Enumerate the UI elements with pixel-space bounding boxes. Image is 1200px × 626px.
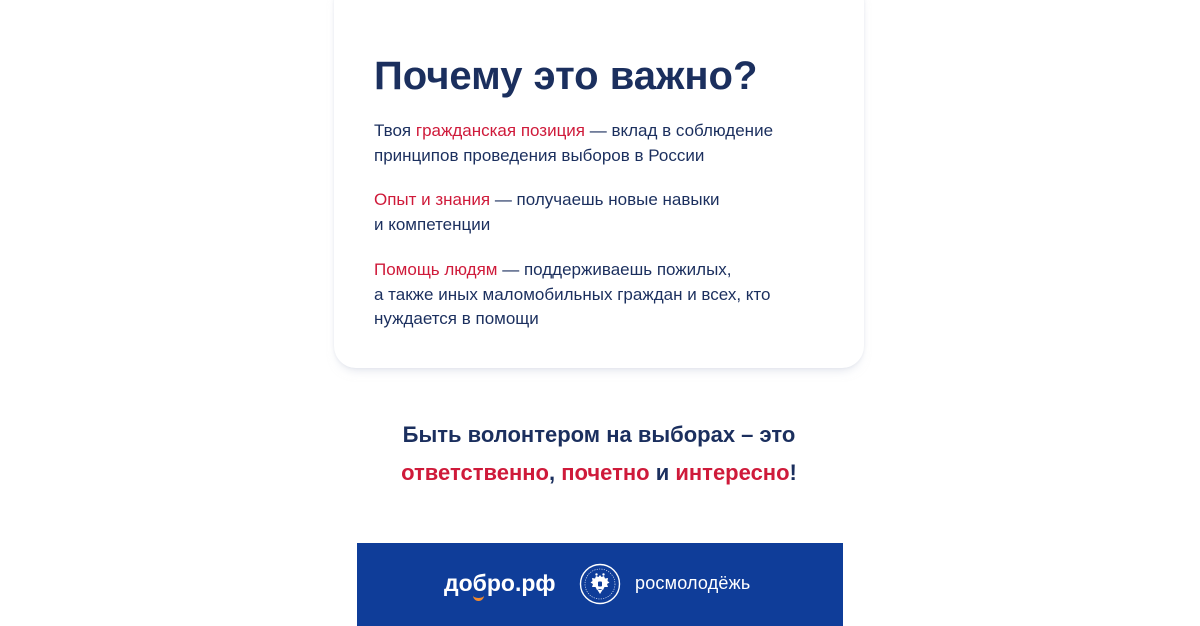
reason-text: — получаешь новые навыки: [490, 190, 720, 209]
reason-helping-people: [374, 258, 844, 332]
reason-text-line2: и компетенции: [374, 214, 491, 234]
reason-text: — вклад в соблюдение: [585, 121, 774, 140]
reason-experience: [374, 188, 844, 237]
tagline-line2: [334, 458, 864, 488]
tagline-separator: ,: [548, 460, 562, 485]
reason-civic-position: [374, 119, 844, 168]
reason-highlight: Помощь людям: [374, 260, 498, 279]
reason-text-line3: нуждается в помощи: [374, 309, 539, 328]
tagline-end: !: [789, 460, 797, 485]
reason-highlight: гражданская позиция: [415, 121, 586, 140]
partners-footer: [357, 543, 843, 626]
reason-prefix: Твоя: [374, 121, 416, 140]
tagline-line1: Быть волонтером на выборах – это: [402, 422, 796, 447]
reason-highlight: Опыт и знания: [374, 190, 491, 209]
reason-text-line2: принципов проведения выборов в России: [374, 145, 705, 165]
rosmolodezh-logo: росмолодёжь: [635, 573, 751, 593]
page-title: Почему это важно?: [374, 54, 758, 98]
tagline-separator: и: [649, 460, 676, 485]
dobro-smile-icon: [473, 591, 484, 601]
reason-text: — поддерживаешь пожилых,: [497, 260, 732, 279]
reason-text-line2: а также иных маломобильных граждан и всех, кто: [374, 284, 771, 304]
dobro-rf-logo: добро.рф: [444, 570, 556, 596]
tagline-word-honorable: почетно: [561, 460, 650, 485]
coat-of-arms-emblem-icon: [579, 563, 621, 605]
tagline-word-responsible: ответственно: [401, 460, 549, 485]
tagline-word-interesting: интересно: [675, 460, 790, 485]
